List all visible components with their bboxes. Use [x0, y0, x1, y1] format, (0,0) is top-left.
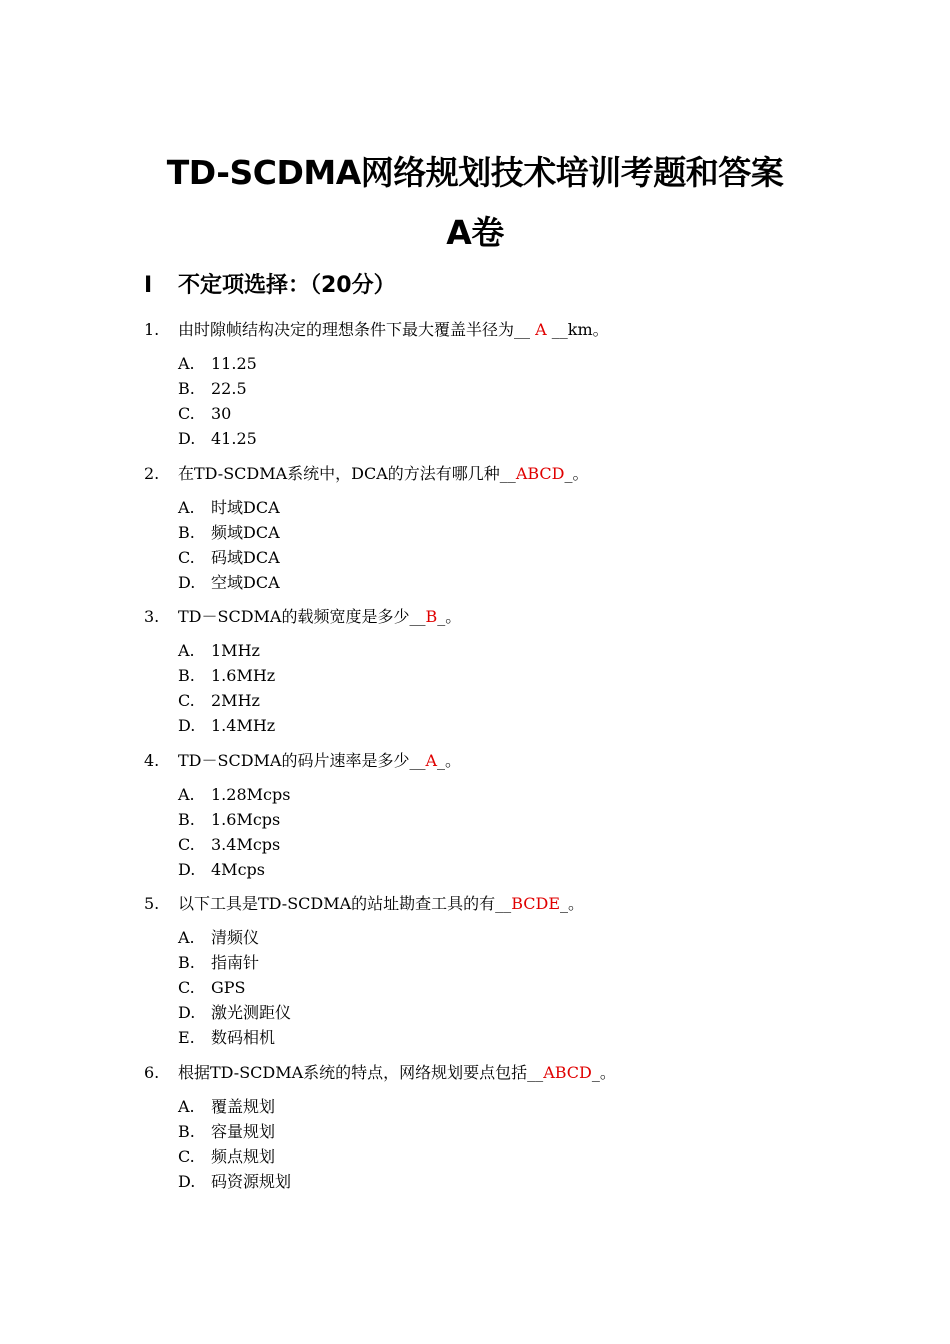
question-1 [144, 320, 609, 340]
option-letter: D. [178, 716, 196, 735]
option-text: 数码相机 [211, 1028, 276, 1047]
option-text: 覆盖规划 [211, 1097, 276, 1116]
question-answer: BCDE [511, 894, 560, 913]
question-text-end: _。 [564, 464, 589, 483]
option-letter: B. [178, 523, 195, 542]
question-text: 由时隙帧结构决定的理想条件下最大覆盖半径为__ [178, 320, 536, 339]
option-2c [178, 548, 280, 568]
question-answer: A [425, 751, 438, 770]
option-3b [178, 666, 275, 686]
option-text: 频点规划 [211, 1147, 276, 1166]
option-text: 1.6Mcps [211, 810, 281, 829]
option-4b [178, 810, 280, 830]
option-text: GPS [211, 978, 246, 997]
option-text: 频域DCA [211, 523, 280, 542]
question-answer: ABCD [515, 464, 565, 483]
option-letter: C. [178, 548, 195, 567]
option-letter: E. [178, 1028, 195, 1047]
option-2a [178, 498, 280, 518]
question-text-end: _。 [591, 1063, 616, 1082]
question-number: 2. [144, 464, 160, 483]
question-3 [144, 607, 461, 627]
question-6 [144, 1063, 616, 1083]
question-number: 3. [144, 607, 160, 626]
option-letter: A. [178, 354, 195, 373]
option-text: 1.6MHz [211, 666, 276, 685]
option-letter: C. [178, 404, 195, 423]
option-6a [178, 1097, 275, 1117]
option-letter: D. [178, 1003, 196, 1022]
option-letter: B. [178, 379, 195, 398]
option-5d [178, 1003, 291, 1023]
option-4c [178, 835, 280, 855]
question-number: 1. [144, 320, 160, 339]
option-letter: B. [178, 810, 195, 829]
question-text: TD－SCDMA的载频宽度是多少__ [178, 607, 426, 626]
option-6c [178, 1147, 275, 1167]
question-text-end: _。 [437, 607, 462, 626]
question-answer: A [535, 320, 547, 339]
option-5e [178, 1028, 275, 1048]
option-text: 30 [211, 404, 232, 423]
option-1c [178, 404, 231, 424]
option-letter: A. [178, 641, 195, 660]
question-text-end: __km。 [546, 320, 609, 339]
option-text: 3.4Mcps [211, 835, 281, 854]
option-text: 41.25 [211, 429, 257, 448]
option-text: 时域DCA [211, 498, 280, 517]
option-letter: D. [178, 1172, 196, 1191]
document-subtitle: A卷 [446, 213, 504, 252]
question-text: 在TD-SCDMA系统中，DCA的方法有哪几种__ [178, 464, 516, 483]
question-answer: ABCD [543, 1063, 592, 1082]
option-1b [178, 379, 247, 399]
question-answer: B [425, 607, 438, 626]
option-letter: C. [178, 978, 195, 997]
option-text: 空域DCA [211, 573, 280, 592]
option-1a [178, 354, 257, 374]
option-letter: C. [178, 835, 195, 854]
option-letter: B. [178, 953, 195, 972]
question-2 [144, 464, 589, 484]
option-text: 1.4MHz [211, 716, 276, 735]
option-2d [178, 573, 280, 593]
option-text: 容量规划 [211, 1122, 276, 1141]
option-1d [178, 429, 257, 449]
option-letter: C. [178, 1147, 195, 1166]
section-heading [144, 268, 396, 299]
question-text-end: _。 [437, 751, 462, 770]
option-text: 1MHz [211, 641, 260, 660]
option-text: 22.5 [211, 379, 247, 398]
option-text: 码域DCA [211, 548, 280, 567]
question-5 [144, 894, 584, 914]
question-number: 5. [144, 894, 160, 913]
option-4a [178, 785, 290, 805]
option-letter: A. [178, 1097, 195, 1116]
option-text: 1.28Mcps [211, 785, 291, 804]
option-text: 清频仪 [211, 928, 260, 947]
option-3a [178, 641, 260, 661]
option-letter: D. [178, 573, 196, 592]
option-text: 指南针 [211, 953, 260, 972]
option-4d [178, 860, 265, 880]
option-letter: D. [178, 860, 196, 879]
option-6b [178, 1122, 275, 1142]
option-letter: C. [178, 691, 195, 710]
option-letter: B. [178, 1122, 195, 1141]
question-number: 6. [144, 1063, 160, 1082]
option-text: 4Mcps [211, 860, 265, 879]
option-letter: A. [178, 928, 195, 947]
option-text: 2MHz [211, 691, 260, 710]
option-text: 11.25 [211, 354, 257, 373]
option-text: 码资源规划 [211, 1172, 292, 1191]
option-letter: A. [178, 498, 195, 517]
option-2b [178, 523, 280, 543]
option-letter: B. [178, 666, 195, 685]
section-title: 不定项选择：（20分） [178, 273, 396, 298]
question-text: 以下工具是TD-SCDMA的站址勘查工具的有__ [178, 894, 512, 913]
question-number: 4. [144, 751, 160, 770]
option-5b [178, 953, 259, 973]
option-5c [178, 978, 246, 998]
option-3c [178, 691, 260, 711]
section-number: I [144, 273, 153, 298]
option-6d [178, 1172, 291, 1192]
question-4 [144, 751, 461, 771]
question-text: TD－SCDMA的码片速率是多少__ [178, 751, 426, 770]
question-text-end: _。 [560, 894, 585, 913]
option-3d [178, 716, 275, 736]
question-text: 根据TD-SCDMA系统的特点，网络规划要点包括__ [178, 1063, 544, 1082]
option-text: 激光测距仪 [211, 1003, 292, 1022]
option-5a [178, 928, 259, 948]
document-title: TD-SCDMA网络规划技术培训考题和答案 [166, 153, 784, 192]
option-letter: A. [178, 785, 195, 804]
option-letter: D. [178, 429, 196, 448]
